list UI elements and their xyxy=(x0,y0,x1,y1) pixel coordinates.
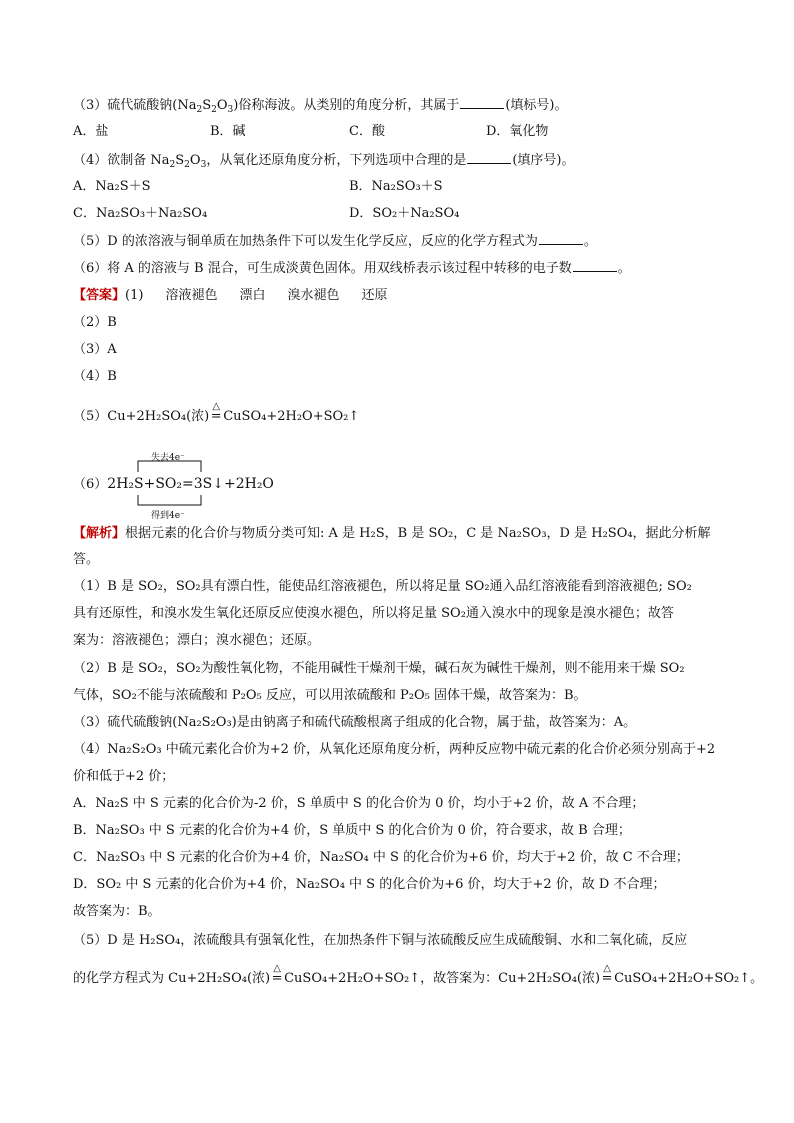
analysis-line: 气体，SO₂不能与浓硫酸和 P₂O₅ 反应，可以用浓硫酸和 P₂O₅ 固体干燥，故答案为：B。 xyxy=(73,688,587,703)
answer-1-item: 溴水褪色 xyxy=(287,288,340,303)
analysis-line: D．SO₂ 中 S 元素的化合价为+4 价，Na₂SO₄ 中 S 的化合价为+6 价，均大于+2 价，故 D 不合理； xyxy=(73,877,666,892)
answer-5-number: （5） xyxy=(73,409,108,424)
electron-transfer-diagram xyxy=(73,448,373,520)
q4-option-a: A．Na₂S＋S xyxy=(73,179,151,194)
analysis-text: CuSO₄+2H₂O+SO₂↑。 xyxy=(614,971,764,986)
answer-6-number: （6） xyxy=(73,477,108,492)
answer-4: （4）B xyxy=(73,369,117,384)
analysis-line xyxy=(73,525,711,543)
answer-blank xyxy=(460,96,504,109)
q4-text-d: ，从氧化还原角度分析，下列选项中合理的是 xyxy=(206,153,467,168)
q4-text-e: (填序号)。 xyxy=(512,153,575,168)
answer-6-equation: 2H₂S+SO₂=3S↓+2H₂O xyxy=(107,476,274,492)
heat-symbol: △ xyxy=(212,401,221,412)
q5-text: （5）D 的浓溶液与铜单质在加热条件下可以发生化学反应，反应的化学方程式为 xyxy=(73,234,538,249)
q4-option-d: D．SO₂＋Na₂SO₄ xyxy=(349,206,460,221)
answer-tag: 【答案】 xyxy=(73,288,126,303)
q5-end: 。 xyxy=(583,234,597,249)
analysis-text: 根据元素的化合价与物质分类可知: A 是 H₂S，B 是 SO₂，C 是 Na₂SO₃，D 是 H₂SO₄，据此分析解 xyxy=(125,526,711,541)
q6-text: （6）将 A 的溶液与 B 混合，可生成淡黄色固体。用双线桥表示该过程中转移的电子数 xyxy=(73,261,572,276)
analysis-line: （3）硫代硫酸钠(Na₂S₂O₃)是由钠离子和硫代硫酸根离子组成的化合物，属于盐，故答案为：A。 xyxy=(73,715,637,730)
answer-3: （3）A xyxy=(73,342,117,357)
analysis-line: （2）B 是 SO₂，SO₂为酸性氧化物，不能用碱性干燥剂干燥，碱石灰为碱性干燥剂，则不能用来干燥 SO₂ xyxy=(73,661,685,676)
q6-end: 。 xyxy=(617,261,631,276)
analysis-line: 案为：溶液褪色；漂白；溴水褪色；还原。 xyxy=(73,633,321,648)
gain-electrons-label: 得到4e⁻ xyxy=(151,511,185,521)
question-4-stem: （4）欲制备 $Na_2S_2O_3$，从氧化还原角度分析，下列选项中合理的是 (填序号)。 xyxy=(73,153,575,170)
q3-text-b: S xyxy=(202,98,212,113)
answer-blank xyxy=(467,151,511,164)
analysis-line: A．Na₂S 中 S 元素的化合价为-2 价，S 单质中 S 的化合价为 0 价，均小于+2 价，故 A 不合理； xyxy=(73,796,645,811)
heating-condition: △ = xyxy=(600,970,614,988)
q4-option-c: C．Na₂SO₃＋Na₂SO₄ xyxy=(73,206,208,221)
q4-text-c: O xyxy=(189,153,201,168)
q4-text-a: （4）欲制备 Na xyxy=(73,153,170,168)
q4-option-b: B．Na₂SO₃＋S xyxy=(349,179,443,194)
heating-condition: △ = xyxy=(209,408,223,426)
answer-5-reactants: Cu+2H₂SO₄(浓) xyxy=(107,409,210,424)
answer-line-1 xyxy=(73,287,388,305)
heat-symbol: △ xyxy=(603,963,611,974)
answer-blank xyxy=(539,232,583,245)
analysis-line: 价和低于+2 价； xyxy=(73,769,175,784)
lose-electrons-label: 失去4e⁻ xyxy=(151,453,185,463)
q3-text-c: O xyxy=(216,98,228,113)
heating-condition: △ = xyxy=(270,970,284,988)
q3-option-a: A．盐 xyxy=(73,124,109,139)
analysis-line: （4）Na₂S₂O₃ 中硫元素化合价为+2 价，从氧化还原角度分析，两种反应物中硫元素的化合价必须分别高于+2 xyxy=(73,742,716,757)
analysis-line: （1）B 是 SO₂，SO₂具有漂白性，能使品红溶液褪色，所以将足量 SO₂通入品红溶液能看到溶液褪色; SO₂ xyxy=(73,579,692,594)
q3-option-b: B．碱 xyxy=(210,124,246,139)
answer-blank xyxy=(573,259,617,272)
answer-6-formula xyxy=(73,473,274,492)
answer-2: （2）B xyxy=(73,315,117,330)
q3-text-a: （3）硫代硫酸钠(Na xyxy=(73,98,197,113)
answer-1-item: 还原 xyxy=(361,288,388,303)
question-6-stem xyxy=(73,259,631,278)
analysis-text: 的化学方程式为 Cu+2H₂SO₄(浓) xyxy=(73,971,271,986)
analysis-line: （5）D 是 H₂SO₄，浓硫酸具有强氧化性，在加热条件下铜与浓硫酸反应生成硫酸铜、水和二氧化硫，反应 xyxy=(73,933,688,948)
q3-text-e: (填标号)。 xyxy=(505,98,568,113)
analysis-line: C．Na₂SO₃ 中 S 元素的化合价为+4 价，Na₂SO₄ 中 S 的化合价为+6 价，均大于+2 价，故 C 不合理； xyxy=(73,850,689,865)
question-3-stem: （3）硫代硫酸钠$(Na_2S_2O_3)$俗称海波。从类别的角度分析，其属于 (填标号)。 xyxy=(73,98,568,115)
answer-5 xyxy=(73,401,360,426)
question-5-stem xyxy=(73,232,597,251)
q3-option-c: C．酸 xyxy=(349,124,385,139)
q3-option-d: D．氧化物 xyxy=(486,124,549,139)
analysis-line: B．Na₂SO₃ 中 S 元素的化合价为+4 价，S 单质中 S 的化合价为 0 价，符合要求，故 B 合理； xyxy=(73,823,631,838)
analysis-tag: 【解析】 xyxy=(73,526,126,541)
heat-symbol: △ xyxy=(273,963,281,974)
analysis-line: 具有还原性，和溴水发生氧化还原反应使溴水褪色，所以将足量 SO₂通入溴水中的现象是溴水褪色；故答 xyxy=(73,606,674,621)
analysis-text: CuSO₄+2H₂O+SO₂↑，故答案为：Cu+2H₂SO₄(浓) xyxy=(284,971,601,986)
answer-1-item: 漂白 xyxy=(239,288,266,303)
analysis-line: 答。 xyxy=(73,552,100,567)
q3-text-d: )俗称海波。从类别的角度分析，其属于 xyxy=(233,98,460,113)
analysis-line: 故答案为：B。 xyxy=(73,904,161,919)
analysis-line xyxy=(73,963,764,988)
q4-text-b: S xyxy=(175,153,185,168)
answer-1-number: (1) xyxy=(125,288,144,303)
answer-5-products: CuSO₄+2H₂O+SO₂↑ xyxy=(223,409,360,424)
answer-1-item: 溶液褪色 xyxy=(165,288,218,303)
